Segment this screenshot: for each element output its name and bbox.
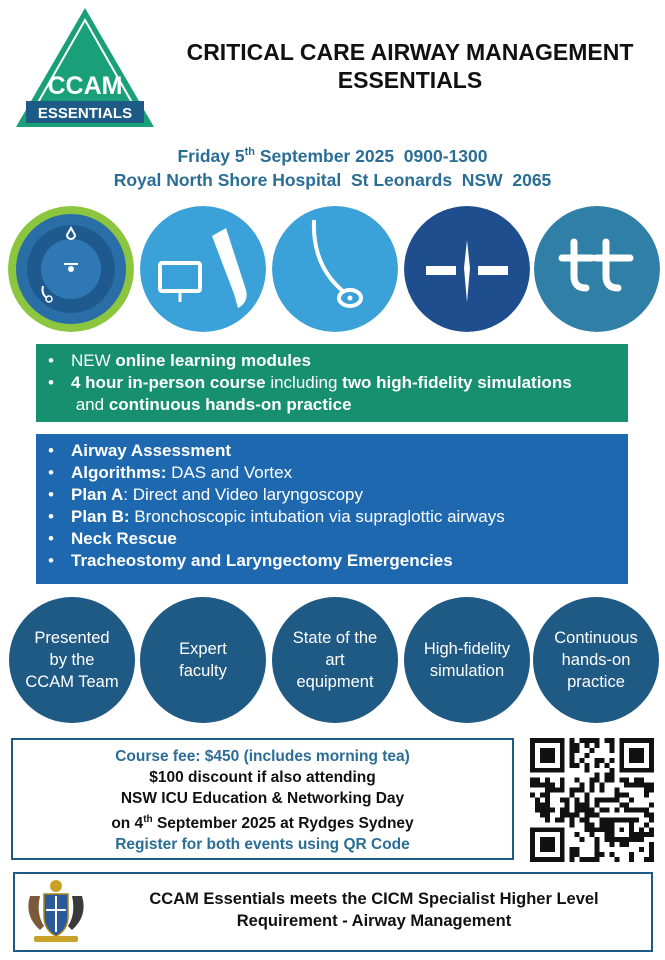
tracheostomy-icon	[534, 206, 660, 332]
networking-date-line: on 4th September 2025 at Rydges Sydney	[111, 814, 414, 833]
cicm-requirement-text	[98, 888, 650, 932]
ccam-essentials-logo	[14, 6, 156, 130]
event-day: Friday 5	[177, 146, 245, 166]
topic-item: • Algorithms: DAS and Vortex	[36, 462, 628, 484]
topic-item: • Plan B: Bronchoscopic intubation via supraglottic airways	[36, 506, 628, 528]
feature-circle-hands-on: Continuous hands-on practice	[533, 597, 659, 723]
topic-item: • Airway Assessment	[36, 440, 628, 462]
requirement-line-2: Requirement - Airway Management	[236, 912, 512, 930]
highlight-in-person-course: • 4 hour in-person course including two high-fidelity simulations and continuous hands-on practice	[36, 372, 628, 416]
topic-item: • Neck Rescue	[36, 528, 628, 550]
video-laryngoscope-icon	[140, 206, 266, 332]
bougie-icon	[272, 206, 398, 332]
title-line-1: CRITICAL CARE AIRWAY MANAGEMENT	[186, 39, 634, 65]
vortex-icon	[8, 206, 134, 332]
event-date-rest: September 2025 0900-1300	[254, 146, 488, 166]
qr-code[interactable]	[530, 738, 654, 862]
feature-circle-equipment: State of the art equipment	[272, 597, 398, 723]
feature-circle-ccam-team: Presented by the CCAM Team	[9, 597, 135, 723]
page-title	[160, 38, 660, 94]
logo-text-essentials: ESSENTIALS	[37, 105, 133, 122]
event-date	[0, 146, 665, 167]
cicm-crest-icon	[22, 876, 90, 946]
fee-line: Course fee: $450 (includes morning tea)	[115, 748, 410, 765]
title-line-2: ESSENTIALS	[337, 67, 483, 93]
requirement-line-1: CCAM Essentials meets the CICM Specialist Higher Level	[149, 890, 599, 908]
feature-circle-expert-faculty: Expert faculty	[140, 597, 266, 723]
event-venue: Royal North Shore Hospital St Leonards NSW 2065	[113, 170, 552, 190]
topic-item: • Tracheostomy and Laryngectomy Emergencies	[36, 550, 628, 572]
highlight-online-modules: • NEW online learning modules	[36, 350, 628, 372]
topic-item: • Plan A: Direct and Video laryngoscopy	[36, 484, 628, 506]
discount-line: $100 discount if also attending	[149, 769, 376, 786]
networking-day-line: NSW ICU Education & Networking Day	[120, 790, 405, 807]
course-topics-box	[36, 434, 628, 584]
event-day-suffix: th	[244, 146, 255, 159]
feature-circle-simulation: High-fidelity simulation	[404, 597, 530, 723]
course-highlights-box	[36, 344, 628, 422]
course-fee-box	[11, 738, 514, 860]
neck-rescue-icon	[404, 206, 530, 332]
register-line: Register for both events using QR Code	[115, 836, 410, 854]
logo-text-ccam: CCAM	[47, 72, 123, 100]
